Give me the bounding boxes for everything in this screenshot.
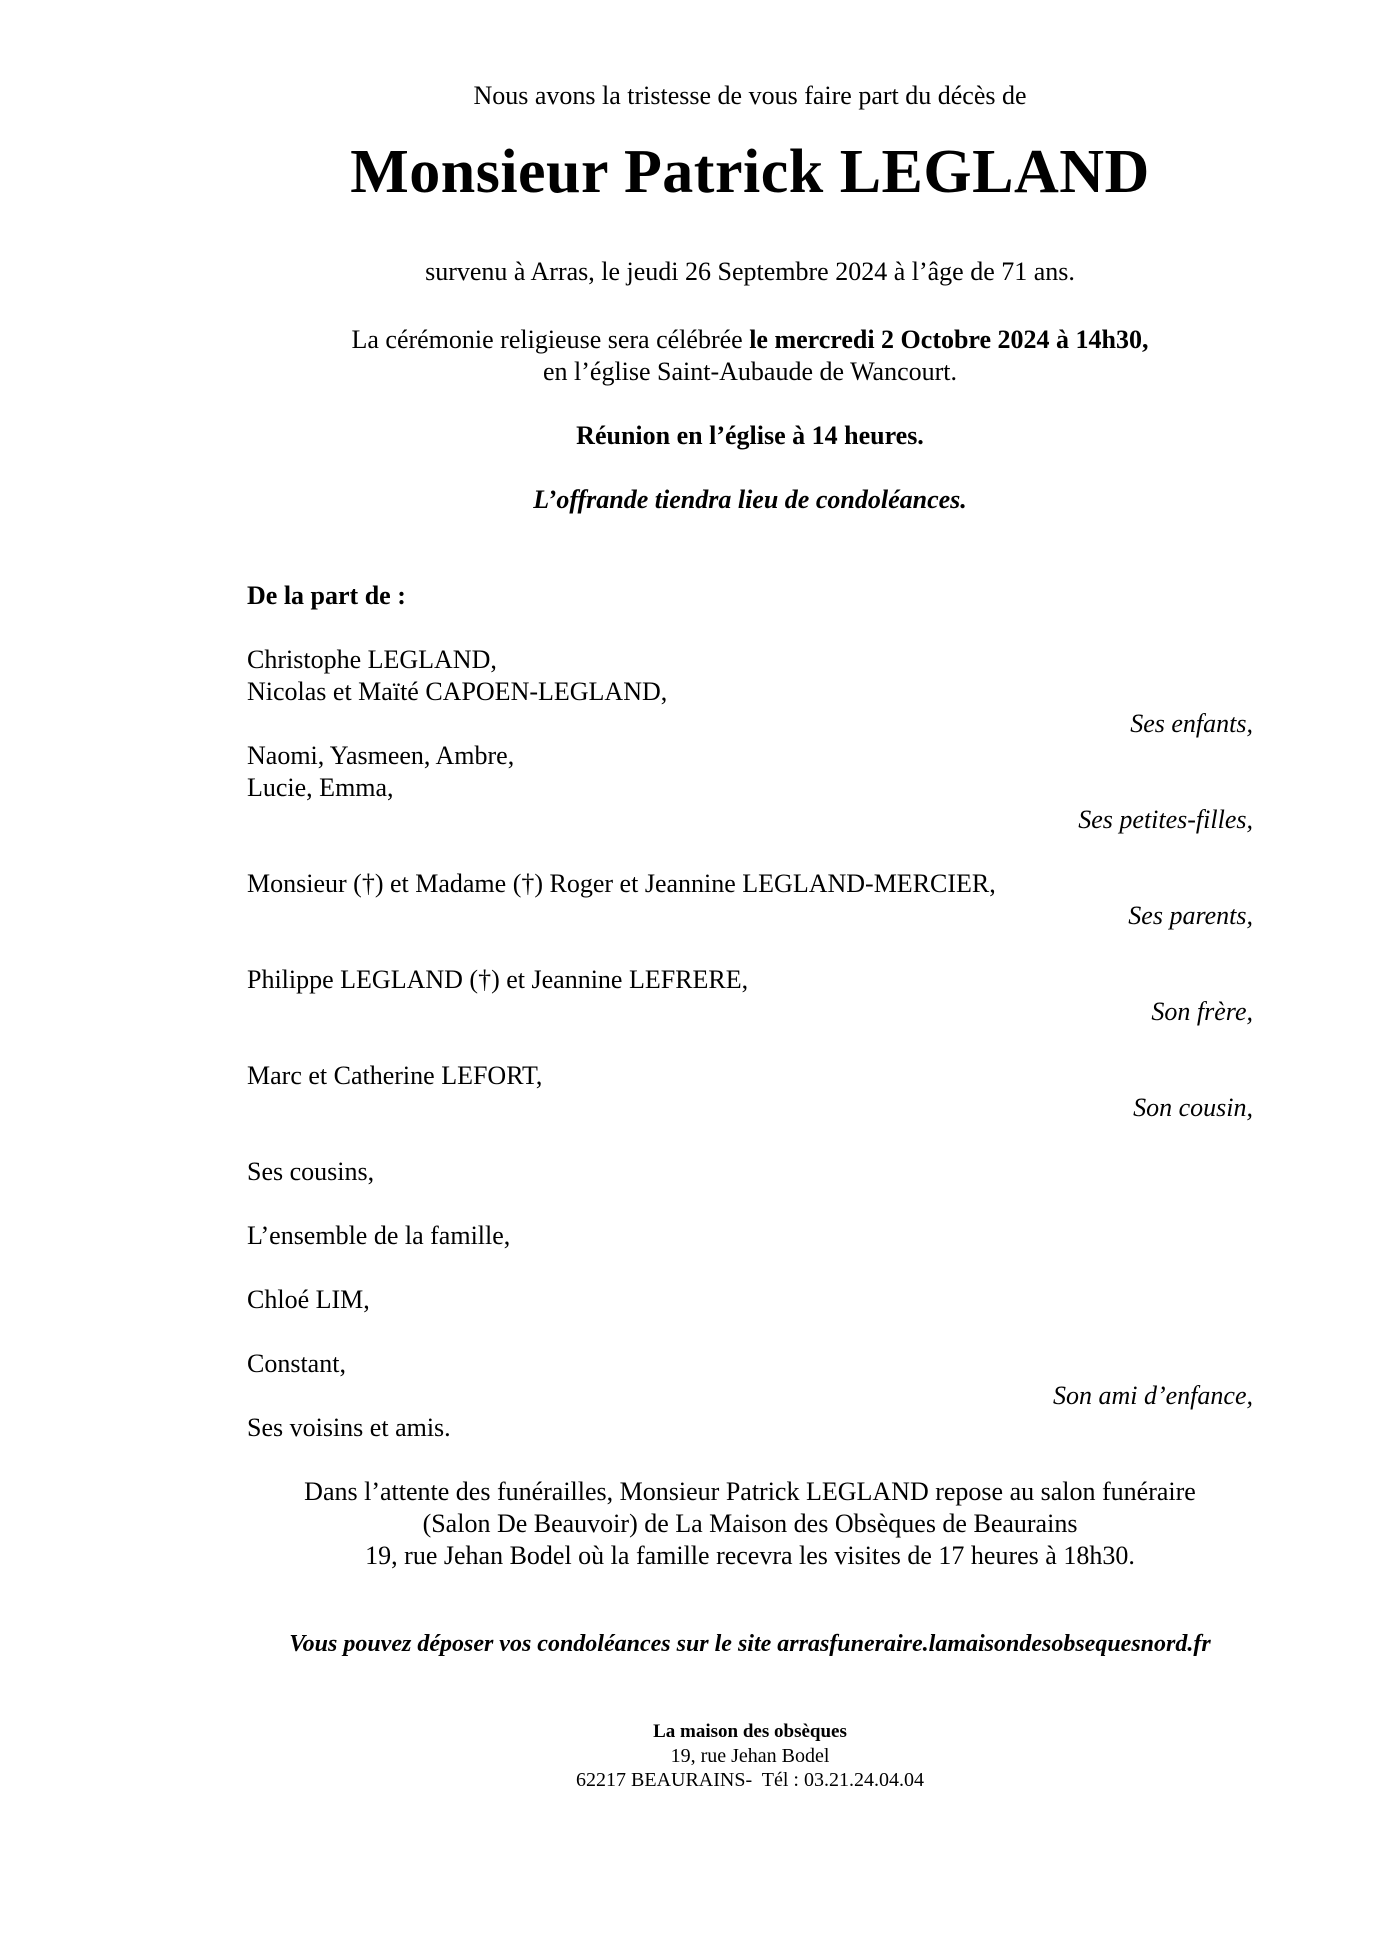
repose-line-1: Dans l’attente des funérailles, Monsieur Patrick LEGLAND repose au salon funéraire xyxy=(304,1477,1196,1506)
family-member-line: Monsieur (†) et Madame (†) Roger et Jeannine LEGLAND-MERCIER, xyxy=(247,869,996,898)
family-member-line: Ses cousins, xyxy=(247,1157,375,1186)
family-member-line: Christophe LEGLAND, xyxy=(247,645,497,674)
family-member-line: Marc et Catherine LEFORT, xyxy=(247,1061,543,1090)
family-member-line: Chloé LIM, xyxy=(247,1285,370,1314)
relation-label: Ses petites-filles, xyxy=(1078,805,1253,834)
family-member-line: Naomi, Yasmeen, Ambre, xyxy=(247,741,515,770)
relation-label: Ses enfants, xyxy=(1130,709,1253,738)
funeral-home-name: La maison des obsèques xyxy=(653,1721,847,1742)
repose-paragraph xyxy=(247,1476,1253,1572)
ceremony-intro-text: La cérémonie religieuse sera célébrée xyxy=(351,325,750,354)
family-member-line: L’ensemble de la famille, xyxy=(247,1221,511,1250)
family-member-line: Nicolas et Maïté CAPOEN-LEGLAND, xyxy=(247,677,668,706)
funeral-home-city-phone: 62217 BEAURAINS- Tél : 03.21.24.04.04 xyxy=(576,1769,924,1791)
family-member-line: Lucie, Emma, xyxy=(247,773,394,802)
funeral-home-address: 19, rue Jehan Bodel xyxy=(670,1745,830,1767)
relation-label: Ses parents, xyxy=(1128,901,1253,930)
family-member-line: Constant, xyxy=(247,1349,346,1378)
church-line: en l’église Saint-Aubaude de Wancourt. xyxy=(542,357,958,386)
funeral-home-footer xyxy=(247,1720,1253,1792)
condolences-website-line: Vous pouvez déposer vos condoléances sur le site arrasfuneraire.lamaisondesobsequesnord.fr xyxy=(289,1631,1211,1657)
from-heading: De la part de : xyxy=(247,581,406,610)
family-member-line: Ses voisins et amis. xyxy=(247,1413,451,1442)
ceremony-line xyxy=(247,324,1253,356)
document-body xyxy=(247,0,1253,1792)
death-info-line: survenu à Arras, le jeudi 26 Septembre 2024 à l’âge de 71 ans. xyxy=(425,257,1075,286)
family-list xyxy=(247,644,1253,1444)
offering-line: L’offrande tiendra lieu de condoléances. xyxy=(533,485,967,514)
deceased-name-title: Monsieur Patrick LEGLAND xyxy=(350,138,1150,206)
relation-label: Son ami d’enfance, xyxy=(1052,1381,1253,1410)
intro-line: Nous avons la tristesse de vous faire part du décès de xyxy=(473,81,1027,110)
family-member-line: Philippe LEGLAND (†) et Jeannine LEFRERE, xyxy=(247,965,749,994)
relation-label: Son frère, xyxy=(1151,997,1253,1026)
relation-label: Son cousin, xyxy=(1133,1093,1253,1122)
meeting-line: Réunion en l’église à 14 heures. xyxy=(576,421,924,450)
repose-line-2: (Salon De Beauvoir) de La Maison des Obsèques de Beaurains xyxy=(422,1509,1078,1538)
ceremony-datetime-text: le mercredi 2 Octobre 2024 à 14h30, xyxy=(749,325,1149,354)
repose-line-3: 19, rue Jehan Bodel où la famille recevra les visites de 17 heures à 18h30. xyxy=(365,1541,1135,1570)
